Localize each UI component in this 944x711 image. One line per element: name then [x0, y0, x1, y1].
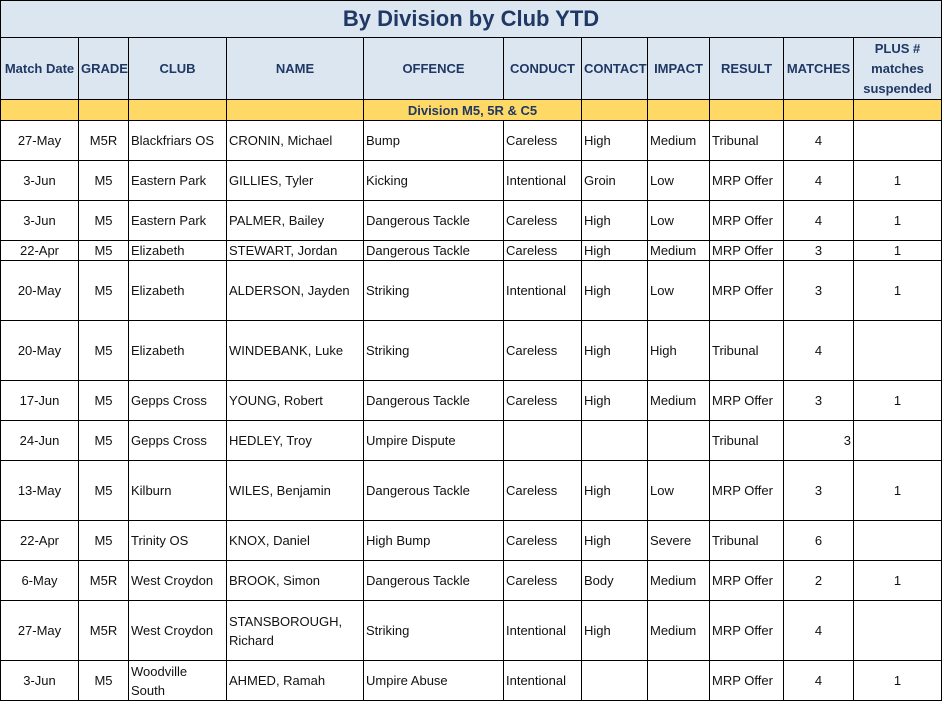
cell-result[interactable]: MRP Offer [710, 601, 784, 661]
cell-conduct[interactable]: Careless [504, 201, 582, 241]
cell-matches[interactable]: 3 [784, 421, 854, 461]
division-label[interactable]: Division M5, 5R & C5 [364, 100, 582, 121]
cell-match-date[interactable]: 22-Apr [1, 521, 79, 561]
header-offence[interactable]: OFFENCE [364, 38, 504, 100]
cell-result[interactable]: MRP Offer [710, 561, 784, 601]
cell-contact[interactable]: Groin [582, 161, 648, 201]
cell-club[interactable]: Elizabeth [129, 321, 227, 381]
cell-offence[interactable]: Bump [364, 121, 504, 161]
cell-contact[interactable]: High [582, 261, 648, 321]
cell-matches[interactable]: 3 [784, 261, 854, 321]
cell-conduct[interactable]: Careless [504, 121, 582, 161]
cell-contact[interactable]: High [582, 321, 648, 381]
cell-impact[interactable]: Medium [648, 601, 710, 661]
cell-result[interactable]: MRP Offer [710, 461, 784, 521]
cell-plus-suspended[interactable]: 1 [854, 461, 942, 521]
cell-grade[interactable]: M5 [79, 161, 129, 201]
cell-conduct[interactable]: Intentional [504, 661, 582, 701]
cell-club[interactable]: Woodville South [129, 661, 227, 701]
cell-matches[interactable]: 2 [784, 561, 854, 601]
cell-result[interactable]: MRP Offer [710, 261, 784, 321]
cell-plus-suspended[interactable]: 1 [854, 381, 942, 421]
header-match-date[interactable]: Match Date [1, 38, 79, 100]
cell-grade[interactable]: M5 [79, 201, 129, 241]
cell-contact[interactable]: Body [582, 561, 648, 601]
cell-matches[interactable]: 3 [784, 461, 854, 521]
cell-impact[interactable]: Low [648, 201, 710, 241]
cell-plus-suspended[interactable]: 1 [854, 241, 942, 261]
cell-impact[interactable]: Severe [648, 521, 710, 561]
division-cell[interactable] [79, 100, 129, 121]
cell-conduct[interactable]: Intentional [504, 161, 582, 201]
cell-impact[interactable]: Medium [648, 561, 710, 601]
cell-grade[interactable]: M5 [79, 321, 129, 381]
cell-impact[interactable] [648, 661, 710, 701]
cell-contact[interactable]: High [582, 601, 648, 661]
table-row [1, 161, 942, 201]
cell-conduct[interactable]: Careless [504, 521, 582, 561]
cell-club[interactable]: Elizabeth [129, 241, 227, 261]
cell-match-date[interactable]: 13-May [1, 461, 79, 521]
cell-match-date[interactable]: 27-May [1, 601, 79, 661]
cell-result[interactable]: Tribunal [710, 321, 784, 381]
cell-match-date[interactable]: 27-May [1, 121, 79, 161]
cell-grade[interactable]: M5R [79, 601, 129, 661]
table-row [1, 661, 942, 701]
cell-name[interactable]: ALDERSON, Jayden [227, 261, 364, 321]
cell-club[interactable]: Eastern Park [129, 161, 227, 201]
cell-plus-suspended[interactable] [854, 421, 942, 461]
cell-matches[interactable]: 4 [784, 161, 854, 201]
cell-contact[interactable] [582, 421, 648, 461]
cell-name[interactable]: YOUNG, Robert [227, 381, 364, 421]
cell-name[interactable]: WINDEBANK, Luke [227, 321, 364, 381]
cell-contact[interactable]: High [582, 201, 648, 241]
cell-result[interactable]: MRP Offer [710, 201, 784, 241]
table-row [1, 261, 942, 321]
cell-name[interactable]: BROOK, Simon [227, 561, 364, 601]
header-club[interactable]: CLUB [129, 38, 227, 100]
table-row [1, 241, 942, 261]
cell-name[interactable]: PALMER, Bailey [227, 201, 364, 241]
cell-matches[interactable]: 4 [784, 661, 854, 701]
cell-impact[interactable]: Low [648, 261, 710, 321]
cell-plus-suspended[interactable]: 1 [854, 201, 942, 241]
division-row [1, 100, 942, 121]
division-cell[interactable] [710, 100, 784, 121]
cell-grade[interactable]: M5 [79, 381, 129, 421]
header-plus-matches-suspended[interactable]: PLUS # matches suspended [854, 38, 942, 100]
cell-grade[interactable]: M5R [79, 561, 129, 601]
cell-conduct[interactable]: Careless [504, 461, 582, 521]
division-cell[interactable] [227, 100, 364, 121]
cell-grade[interactable]: M5 [79, 261, 129, 321]
cell-result[interactable]: MRP Offer [710, 381, 784, 421]
header-name[interactable]: NAME [227, 38, 364, 100]
cell-club[interactable]: West Croydon [129, 561, 227, 601]
table-row [1, 381, 942, 421]
cell-plus-suspended[interactable]: 1 [854, 561, 942, 601]
cell-result[interactable]: MRP Offer [710, 661, 784, 701]
cell-name[interactable]: STEWART, Jordan [227, 241, 364, 261]
cell-match-date[interactable]: 3-Jun [1, 161, 79, 201]
division-cell[interactable] [854, 100, 942, 121]
cell-club[interactable]: Gepps Cross [129, 421, 227, 461]
cell-match-date[interactable]: 20-May [1, 261, 79, 321]
cell-conduct[interactable] [504, 421, 582, 461]
cell-club[interactable]: Elizabeth [129, 261, 227, 321]
header-contact[interactable]: CONTACT [582, 38, 648, 100]
cell-match-date[interactable]: 3-Jun [1, 661, 79, 701]
cell-grade[interactable]: M5 [79, 661, 129, 701]
cell-name[interactable]: CRONIN, Michael [227, 121, 364, 161]
cell-matches[interactable]: 6 [784, 521, 854, 561]
division-cell[interactable] [1, 100, 79, 121]
cell-name[interactable]: HEDLEY, Troy [227, 421, 364, 461]
cell-plus-suspended[interactable] [854, 321, 942, 381]
cell-result[interactable]: Tribunal [710, 121, 784, 161]
cell-plus-suspended[interactable] [854, 521, 942, 561]
cell-impact[interactable]: High [648, 321, 710, 381]
cell-name[interactable]: AHMED, Ramah [227, 661, 364, 701]
cell-club[interactable]: Trinity OS [129, 521, 227, 561]
cell-offence[interactable]: Dangerous Tackle [364, 201, 504, 241]
cell-offence[interactable]: Striking [364, 321, 504, 381]
cell-contact[interactable]: High [582, 241, 648, 261]
header-impact[interactable]: IMPACT [648, 38, 710, 100]
cell-offence[interactable]: High Bump [364, 521, 504, 561]
cell-club[interactable]: Gepps Cross [129, 381, 227, 421]
cell-conduct[interactable]: Intentional [504, 261, 582, 321]
cell-grade[interactable]: M5 [79, 521, 129, 561]
cell-matches[interactable]: 3 [784, 241, 854, 261]
cell-matches[interactable]: 4 [784, 601, 854, 661]
cell-contact[interactable]: High [582, 521, 648, 561]
header-result[interactable]: RESULT [710, 38, 784, 100]
page-title: By Division by Club YTD [1, 1, 942, 38]
cell-grade[interactable]: M5 [79, 241, 129, 261]
cell-impact[interactable]: Medium [648, 381, 710, 421]
table-row [1, 321, 942, 381]
cell-grade[interactable]: M5 [79, 461, 129, 521]
division-cell[interactable] [784, 100, 854, 121]
cell-match-date[interactable]: 3-Jun [1, 201, 79, 241]
cell-impact[interactable] [648, 421, 710, 461]
cell-result[interactable]: Tribunal [710, 521, 784, 561]
table-row [1, 201, 942, 241]
cell-match-date[interactable]: 20-May [1, 321, 79, 381]
cell-club[interactable]: Blackfriars OS [129, 121, 227, 161]
cell-contact[interactable]: High [582, 461, 648, 521]
cell-offence[interactable]: Striking [364, 261, 504, 321]
header-row [1, 38, 942, 100]
cell-match-date[interactable]: 22-Apr [1, 241, 79, 261]
cell-conduct[interactable]: Careless [504, 321, 582, 381]
cell-result[interactable]: Tribunal [710, 421, 784, 461]
cell-name[interactable]: WILES, Benjamin [227, 461, 364, 521]
cell-matches[interactable]: 4 [784, 321, 854, 381]
cell-offence[interactable]: Striking [364, 601, 504, 661]
cell-matches[interactable]: 3 [784, 381, 854, 421]
cell-result[interactable]: MRP Offer [710, 241, 784, 261]
cell-offence[interactable]: Dangerous Tackle [364, 561, 504, 601]
cell-conduct[interactable]: Careless [504, 561, 582, 601]
cell-offence[interactable]: Dangerous Tackle [364, 241, 504, 261]
cell-match-date[interactable]: 6-May [1, 561, 79, 601]
cell-result[interactable]: MRP Offer [710, 161, 784, 201]
cell-contact[interactable] [582, 661, 648, 701]
cell-conduct[interactable]: Careless [504, 381, 582, 421]
cell-matches[interactable]: 4 [784, 121, 854, 161]
cell-plus-suspended[interactable]: 1 [854, 261, 942, 321]
division-cell[interactable] [648, 100, 710, 121]
cell-offence[interactable]: Dangerous Tackle [364, 381, 504, 421]
table-row [1, 521, 942, 561]
cell-offence[interactable]: Dangerous Tackle [364, 461, 504, 521]
table-row [1, 121, 942, 161]
cell-plus-suspended[interactable]: 1 [854, 161, 942, 201]
cell-impact[interactable]: Medium [648, 121, 710, 161]
cell-plus-suspended[interactable]: 1 [854, 661, 942, 701]
cell-name[interactable]: STANSBOROUGH, Richard [227, 601, 364, 661]
cell-offence[interactable]: Umpire Abuse [364, 661, 504, 701]
table-row [1, 601, 942, 661]
cell-offence[interactable]: Kicking [364, 161, 504, 201]
cell-plus-suspended[interactable] [854, 601, 942, 661]
cell-grade[interactable]: M5 [79, 421, 129, 461]
cell-club[interactable]: Kilburn [129, 461, 227, 521]
cell-conduct[interactable]: Intentional [504, 601, 582, 661]
cell-club[interactable]: Eastern Park [129, 201, 227, 241]
header-conduct[interactable]: CONDUCT [504, 38, 582, 100]
cell-matches[interactable]: 4 [784, 201, 854, 241]
division-cell[interactable] [582, 100, 648, 121]
cell-club[interactable]: West Croydon [129, 601, 227, 661]
header-grade[interactable]: GRADE [79, 38, 129, 100]
cell-grade[interactable]: M5R [79, 121, 129, 161]
cell-match-date[interactable]: 24-Jun [1, 421, 79, 461]
cell-name[interactable]: KNOX, Daniel [227, 521, 364, 561]
cell-impact[interactable]: Low [648, 461, 710, 521]
header-matches[interactable]: MATCHES [784, 38, 854, 100]
cell-impact[interactable]: Medium [648, 241, 710, 261]
table-row [1, 421, 942, 461]
cell-plus-suspended[interactable] [854, 121, 942, 161]
cell-name[interactable]: GILLIES, Tyler [227, 161, 364, 201]
cell-offence[interactable]: Umpire Dispute [364, 421, 504, 461]
cell-contact[interactable]: High [582, 381, 648, 421]
cell-conduct[interactable]: Careless [504, 241, 582, 261]
table-row [1, 561, 942, 601]
division-cell[interactable] [129, 100, 227, 121]
cell-contact[interactable]: High [582, 121, 648, 161]
table-row [1, 461, 942, 521]
cell-impact[interactable]: Low [648, 161, 710, 201]
cell-match-date[interactable]: 17-Jun [1, 381, 79, 421]
